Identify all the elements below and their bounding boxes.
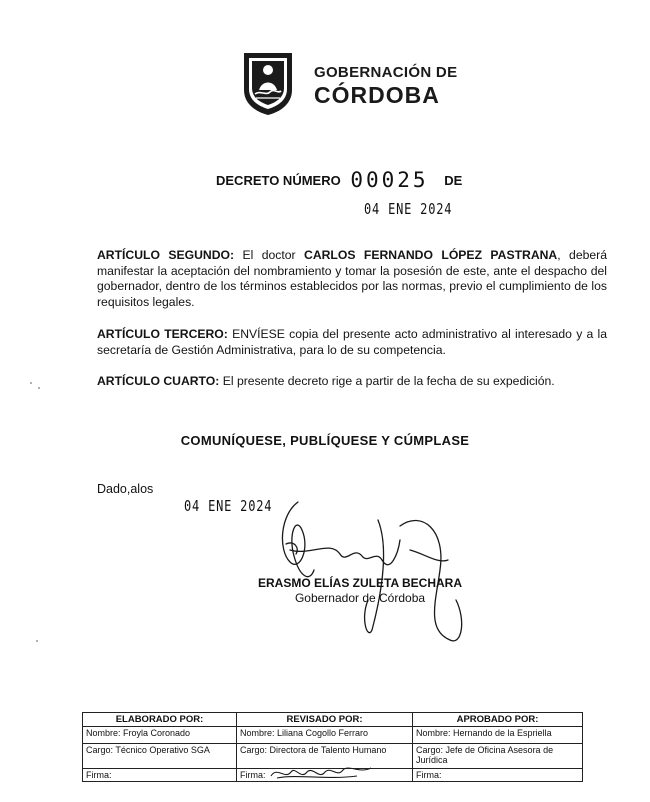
revisado-firma-label: Firma: [240, 770, 266, 780]
decree-number: 00025 [350, 168, 429, 192]
header-title [314, 64, 457, 109]
scan-speck [36, 640, 38, 642]
article-heading: ARTÍCULO CUARTO: [97, 374, 220, 388]
elaborado-firma: Firma: [83, 769, 237, 782]
closing-formula: COMUNÍQUESE, PUBLÍQUESE Y CÚMPLASE [180, 433, 470, 448]
article-text: , deberá manifestar la aceptación del nombramiento y tomar la posesión de este, ante el despacho del gobernador, dentro de los términos establecidos por las normas, previo el cumplimiento de los requisitos legales. [97, 248, 607, 309]
org-line-2: CÓRDOBA [314, 82, 440, 108]
aprobado-name: Nombre: Hernando de la Espriella [413, 727, 583, 744]
header-revisado: REVISADO POR: [237, 713, 413, 727]
article-segundo [97, 248, 607, 310]
org-line-1: GOBERNACIÓN DE [314, 64, 458, 81]
dado-label: Dado,alos [97, 482, 154, 496]
article-person-name: CARLOS FERNANDO LÓPEZ PASTRANA [304, 248, 558, 262]
article-tercero [97, 327, 607, 358]
article-text: ENVÍESE copia del presente acto administrativo al interesado y a la secretaría de Gestión Administrativa, para lo de su competencia. [97, 327, 608, 357]
article-heading: ARTÍCULO SEGUNDO: [97, 248, 235, 262]
elaborado-cargo: Cargo: Técnico Operativo SGA [83, 744, 237, 769]
signer-title: Gobernador de Córdoba [294, 591, 426, 605]
revisado-firma [237, 769, 413, 782]
approval-table [82, 712, 583, 782]
article-text: El doctor [242, 248, 296, 262]
reviewer-signature [267, 763, 377, 783]
decree-label: DECRETO NÚMERO [216, 173, 341, 188]
approval-name-row [83, 727, 583, 744]
decree-heading [216, 168, 462, 192]
header-aprobado: APROBADO POR: [413, 713, 583, 727]
scan-speck [30, 382, 32, 384]
revisado-cargo: Cargo: Directora de Talento Humano [237, 744, 413, 769]
cordoba-coat-of-arms-icon [240, 50, 296, 116]
article-text: El presente decreto rige a partir de la fecha de su expedición. [222, 374, 555, 388]
signer-name: ERASMO ELÍAS ZULETA BECHARA [258, 576, 462, 590]
decree-date-stamp: 04 ENE 2024 [364, 200, 453, 218]
elaborado-name: Nombre: Froyla Coronado [83, 727, 237, 744]
article-cuarto [97, 374, 607, 390]
header-elaborado: ELABORADO POR: [83, 713, 237, 727]
aprobado-cargo: Cargo: Jefe de Oficina Asesora de Jurídica [413, 744, 583, 769]
revisado-name: Nombre: Liliana Cogollo Ferraro [237, 727, 413, 744]
approval-header-row [83, 713, 583, 727]
scan-speck [38, 387, 40, 389]
approval-firma-row [83, 769, 583, 782]
decree-de: DE [444, 173, 463, 188]
dado-date-stamp: 04 ENE 2024 [184, 497, 273, 515]
article-heading: ARTÍCULO TERCERO: [97, 327, 228, 341]
aprobado-firma: Firma: [413, 769, 583, 782]
